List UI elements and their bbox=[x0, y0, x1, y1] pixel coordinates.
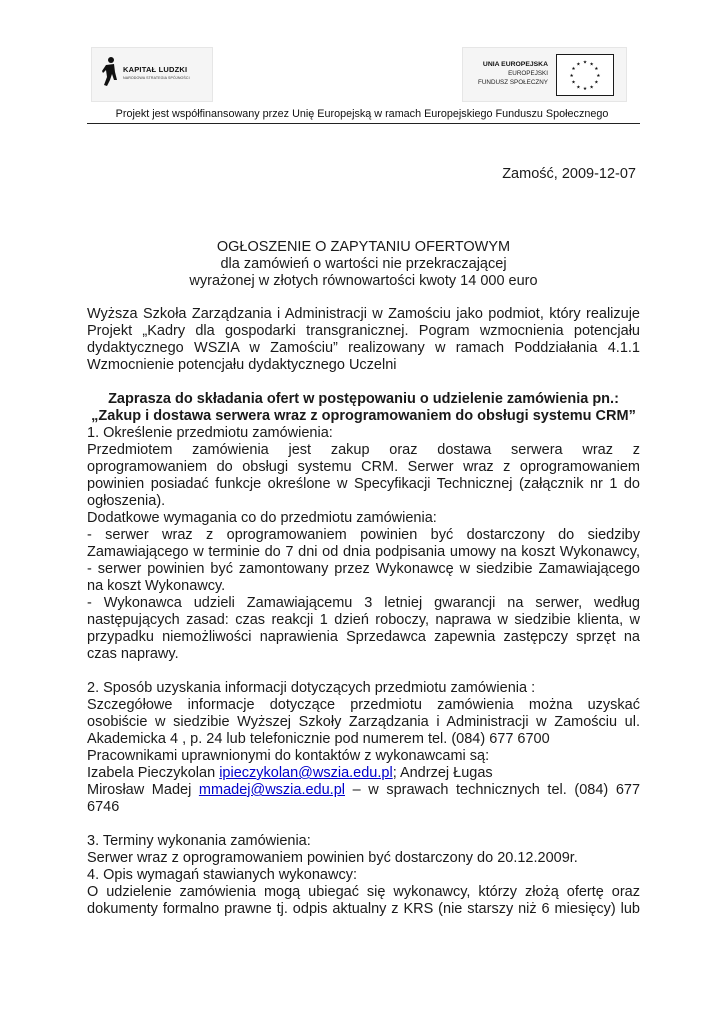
section-heading: 1. Określenie przedmiotu zamówienia: bbox=[87, 425, 333, 441]
intro-line: Wzmocnienie potencjału dydaktycznego Uczelni bbox=[87, 357, 397, 373]
header-divider bbox=[87, 123, 640, 124]
invitation-line: Zaprasza do składania ofert w postępowaniu o udzielenie zamówienia pn.: bbox=[108, 391, 619, 407]
paragraph-line: Dodatkowe wymagania co do przedmiotu zamówienia: bbox=[87, 510, 437, 526]
human-figure-icon bbox=[102, 56, 118, 88]
logo-name: KAPITAŁ LUDZKI bbox=[123, 65, 188, 74]
title-line: dla zamówień o wartości nie przekraczającej bbox=[220, 256, 507, 272]
paragraph-line: Przedmiotem zamówienia jest zakup oraz dostawa serwera wraz z bbox=[87, 442, 640, 458]
paragraph-line: Akademicka 4 , p. 24 lub telefonicznie pod numerem tel. (084) 677 6700 bbox=[87, 731, 550, 747]
paragraph-line: Szczegółowe informacje dotyczące przedmiotu zamówienia można uzyskać bbox=[87, 697, 640, 713]
requirement-line: na koszt Wykonawcy. bbox=[87, 578, 226, 594]
requirement-line: przypadku niemożliwości naprawienia Sprzedawca zapewnia zastępczy sprzęt na bbox=[87, 629, 640, 645]
document-body bbox=[87, 306, 640, 918]
svg-text:★: ★ bbox=[571, 80, 576, 86]
svg-text:★: ★ bbox=[589, 85, 594, 91]
eu-logo-line3: FUNDUSZ SPOŁECZNY bbox=[478, 79, 548, 86]
svg-text:★: ★ bbox=[594, 67, 599, 73]
paragraph-line: Pracownikami uprawnionymi do kontaktów z wykonawcami są: bbox=[87, 748, 490, 764]
requirement-line: - Wykonawca udzieli Zamawiającemu 3 letniej gwarancji na serwer, według bbox=[87, 595, 640, 611]
svg-text:★: ★ bbox=[571, 67, 576, 73]
email-link[interactable]: mmadej@wszia.edu.pl bbox=[198, 782, 345, 798]
intro-line: Projekt „Kadry dla gospodarki transgranicznej. Pogram wzmocnienia potencjału bbox=[87, 323, 640, 339]
requirement-line: - serwer wraz z oprogramowaniem powinien być dostarczony do siedziby bbox=[87, 527, 640, 543]
requirement-line: następujących zasad: czas reakcji 1 dzień roboczy, naprawa w siedzibie klienta, w bbox=[87, 612, 640, 628]
paragraph-line: osobiście w siedzibie Wyższej Szkoły Zarządzania i Administracji w Zamościu ul. bbox=[87, 714, 640, 730]
intro-line: dydaktycznego WSZIA w Zamościu” realizowany w ramach Poddziałania 4.1.1 bbox=[87, 340, 640, 356]
eu-logo-text bbox=[478, 60, 548, 87]
eu-logo-line2: EUROPEJSKI bbox=[508, 70, 548, 77]
svg-text:★: ★ bbox=[569, 73, 574, 79]
intro-line: Wyższa Szkoła Zarządzania i Administracji w Zamościu jako podmiot, który realizuje bbox=[87, 306, 640, 322]
svg-text:★: ★ bbox=[596, 73, 601, 79]
logo-tagline: NARODOWA STRATEGIA SPÓJNOŚCI bbox=[123, 76, 190, 80]
email-link[interactable]: ipieczykolan@wszia.edu.pl bbox=[219, 765, 393, 781]
svg-text:★: ★ bbox=[582, 60, 588, 66]
document-date: Zamość, 2009-12-07 bbox=[502, 166, 636, 182]
kapital-ludzki-logo bbox=[91, 47, 213, 102]
svg-text:★: ★ bbox=[582, 87, 588, 93]
contact-extra: ; Andrzej Ługas bbox=[392, 765, 493, 781]
svg-text:★: ★ bbox=[589, 62, 594, 68]
svg-text:★: ★ bbox=[576, 85, 581, 91]
contact-line bbox=[87, 782, 640, 799]
paragraph-line: Serwer wraz z oprogramowaniem powinien być dostarczony do 20.12.2009r. bbox=[87, 850, 578, 866]
section-heading: 3. Terminy wykonania zamówienia: bbox=[87, 833, 311, 849]
svg-text:★: ★ bbox=[576, 62, 581, 68]
paragraph-line: ogłoszenia). bbox=[87, 493, 166, 509]
svg-text:★: ★ bbox=[594, 80, 599, 86]
requirement-line: - serwer powinien być zamontowany przez Wykonawcę w siedzibie Zamawiającego bbox=[87, 561, 640, 577]
contact-name: Izabela Pieczykolan bbox=[87, 765, 220, 781]
paragraph-line: powinien posiadać funkcje określone w Specyfikacji Technicznej (załącznik nr 1 do bbox=[87, 476, 640, 492]
document-title bbox=[87, 239, 640, 290]
contact-line: 6746 bbox=[87, 799, 120, 815]
eu-logo bbox=[462, 47, 627, 102]
title-line: OGŁOSZENIE O ZAPYTANIU OFERTOWYM bbox=[216, 239, 511, 255]
section-heading: 4. Opis wymagań stawianych wykonawcy: bbox=[87, 867, 357, 883]
requirement-line: Zamawiającego w terminie do 7 dni od dnia podpisania umowy na koszt Wykonawcy, bbox=[87, 544, 640, 560]
cofunding-note: Projekt jest współfinansowany przez Unię Europejską w ramach Europejskiego Funduszu Społecznego bbox=[115, 108, 609, 120]
contact-name: Mirosław Madej bbox=[87, 782, 199, 798]
section-heading: 2. Sposób uzyskania informacji dotyczących przedmiotu zamówienia : bbox=[87, 680, 536, 696]
eu-flag-icon bbox=[556, 54, 614, 96]
title-line: wyrażonej w złotych równowartości kwoty 14 000 euro bbox=[189, 273, 538, 289]
paragraph-line: O udzielenie zamówienia mogą ubiegać się wykonawcy, którzy złożą ofertę oraz bbox=[87, 884, 640, 900]
paragraph-line: dokumenty formalno prawne tj. odpis aktualny z KRS (nie starszy niż 6 miesięcy) lub bbox=[87, 901, 640, 917]
paragraph-line: oprogramowaniem do obsługi systemu CRM. Serwer wraz z oprogramowaniem bbox=[87, 459, 640, 475]
eu-logo-line1: UNIA EUROPEJSKA bbox=[482, 61, 548, 68]
invitation-subject: „Zakup i dostawa serwera wraz z oprogramowaniem do obsługi systemu CRM” bbox=[91, 408, 636, 424]
requirement-line: czas naprawy. bbox=[87, 646, 179, 662]
contact-line bbox=[87, 765, 640, 782]
contact-extra: – w sprawach technicznych tel. (084) 677 bbox=[345, 782, 641, 798]
